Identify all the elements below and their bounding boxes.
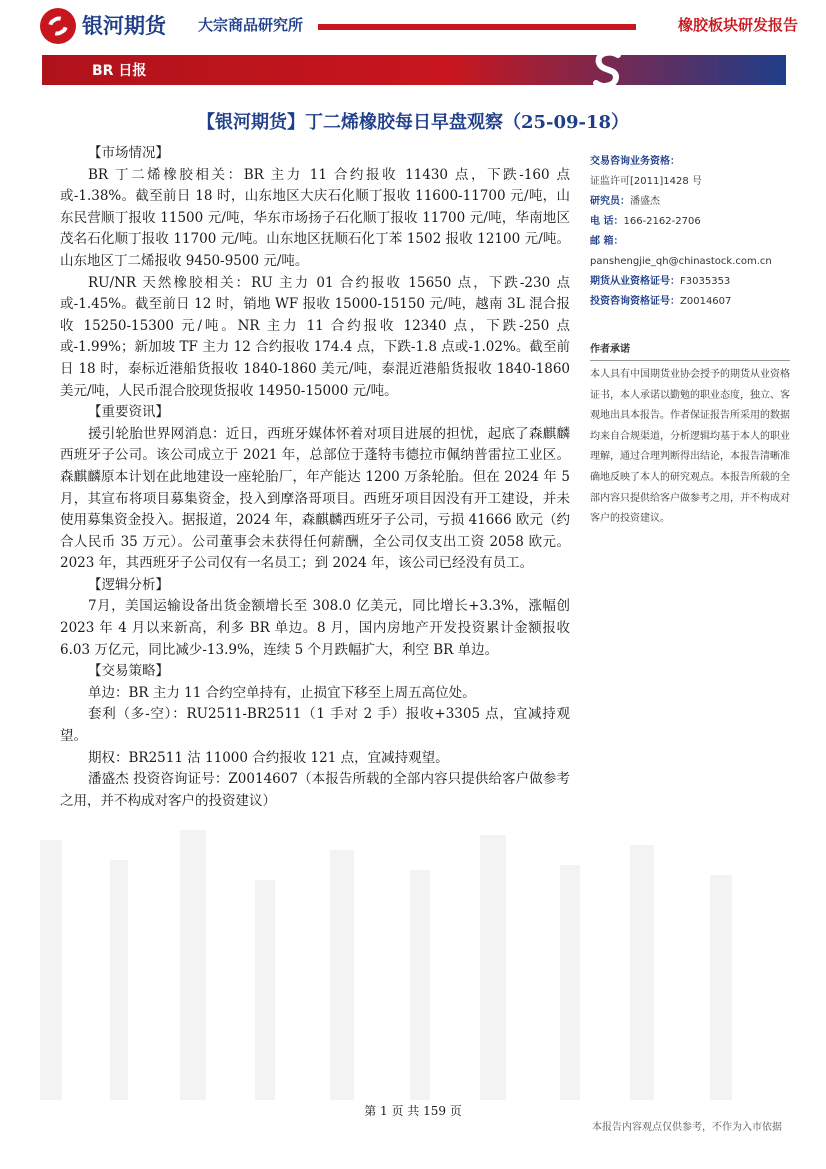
qualification-label: 交易咨询业务资格： xyxy=(590,156,680,167)
author-sidebar xyxy=(590,152,790,530)
section-heading: 【重要资讯】 xyxy=(88,404,169,421)
promise-text: 本人具有中国期货业协会授予的期货从业资格证书，本人承诺以勤勉的职业态度，独立、客观地出具本报告。作者保证报告所采用的数据均来自合规渠道，分析逻辑均基于本人的职业理解，通过合理判断得出结论，本报告清晰准确地反映了本人的研究观点。本报告所载的全部内容只提供给客户做参考之用，并不构成对客户的投资建议。 xyxy=(590,369,790,525)
institute-name: 大宗商品研究所 xyxy=(198,16,304,34)
brand-name: 银河期货 xyxy=(82,14,166,38)
s-logo-icon xyxy=(590,49,626,91)
page-number: 第 1 页 共 159 页 xyxy=(364,1104,462,1118)
banner-label: BR 日报 xyxy=(92,63,147,79)
page-title: 【银河期货】丁二烯橡胶每日早盘观察（25-09-18） xyxy=(196,112,630,133)
logo-icon xyxy=(40,8,76,44)
futures-cert-label: 期货从业资格证号： xyxy=(590,276,680,287)
paragraph: 套利（多-空）：RU2511-BR2511（1 手对 2 手）报收+3305 点，宜减持观望。 xyxy=(60,706,570,745)
paragraph: RU/NR 天然橡胶相关：RU 主力 01 合约报收 15650 点，下跌-230 点或-1.45%。截至前日 12 时，销地 WF 报收 15000-15150 元/吨，越南 3L 混合报收 15250-15300 元/吨。NR 主力 11 合约报收 12340 点，下跌-250 点或-1.99%；新加坡 TF 主力 12 合约报收 174.4 点，下跌-1.8 点或-1.02%。截至前日 18 时，泰标近港船货报收 1840-1860 美元/吨，泰混近港船货报收 1840-1860 美元/吨，人民币混合胶现货报收 14950-15000 元/吨。 xyxy=(60,274,570,399)
section-heading: 【交易策略】 xyxy=(88,663,169,680)
paragraph: 援引轮胎世界网消息：近日，西班牙媒体怀着对项目进展的担忧，起底了森麒麟西班牙子公司。该公司成立于 2021 年，总部位于蓬特韦德拉市佩纳普雷拉工业区。森麒麟原本计划在此地建设一座轮胎厂，年产能达 1200 万条轮胎。但在 2024 年 5 月，其宣布将项目募集资金，投入到摩洛哥项目。西班牙项目因没有开工建设，并未使用募集资金投入。据报道，2024 年，森麒麟西班牙子公司，亏损 41666 欧元（约合人民币 35 万元）。公司董事会未获得任何薪酬，全公司仅支出工资 2058 欧元。2023 年，其西班牙子公司仅有一名员工；到 2024 年，该公司已经没有员工。 xyxy=(60,425,570,572)
main-content xyxy=(60,143,570,812)
advisory-cert-label: 投资咨询资格证号： xyxy=(590,296,680,307)
header-divider xyxy=(318,24,636,30)
researcher-name: 潘盛杰 xyxy=(630,196,660,207)
email-address: panshengjie_qh@chinastock.com.cn xyxy=(590,256,772,267)
promise-divider xyxy=(590,360,790,361)
promise-title: 作者承诺 xyxy=(590,344,630,355)
paragraph: BR 丁二烯橡胶相关：BR 主力 11 合约报收 11430 点，下跌-160 点或-1.38%。截至前日 18 时，山东地区大庆石化顺丁报收 11600-11700 元/吨，山东民营顺丁报收 11500 元/吨，华东市场扬子石化顺丁报收 11700 元/吨，华南地区茂名石化顺丁报收 11700 元/吨。山东地区抚顺石化丁苯 1502 报收 12100 元/吨。山东地区丁二烯报收 9450-9500 元/吨。 xyxy=(60,166,570,269)
report-banner xyxy=(42,55,786,85)
paragraph: 7月，美国运输设备出货金额增长至 308.0 亿美元，同比增长+3.3%，涨幅创 2023 年 4 月以来新高，利多 BR 单边。8 月，国内房地产开发投资累计金额报收 6.03 万亿元，同比减少-13.9%，连续 5 个月跌幅扩大，利空 BR 单边。 xyxy=(60,598,570,658)
email-label: 邮 箱： xyxy=(590,236,624,247)
paragraph: 期权：BR2511 沽 11000 合约报收 121 点，宜减持观望。 xyxy=(88,749,449,766)
futures-cert: F3035353 xyxy=(680,276,731,287)
researcher-label: 研究员： xyxy=(590,196,630,207)
report-type: 橡胶板块研发报告 xyxy=(677,16,798,34)
license-number: 证监许可[2011]1428 号 xyxy=(590,176,702,187)
phone-number: 166-2162-2706 xyxy=(623,216,701,227)
footer-disclaimer: 本报告内容观点仅供参考，不作为入市依据 xyxy=(592,1122,782,1133)
paragraph: 潘盛杰 投资咨询证号：Z0014607（本报告所载的全部内容只提供给客户做参考之用，并不构成对客户的投资建议） xyxy=(60,771,570,809)
watermark xyxy=(0,820,826,1120)
phone-label: 电 话： xyxy=(590,216,624,227)
section-heading: 【逻辑分析】 xyxy=(88,576,169,593)
section-heading: 【市场情况】 xyxy=(88,145,169,161)
advisory-cert: Z0014607 xyxy=(680,296,732,307)
paragraph: 单边：BR 主力 11 合约空单持有，止损宜下移至上周五高位处。 xyxy=(88,684,476,701)
